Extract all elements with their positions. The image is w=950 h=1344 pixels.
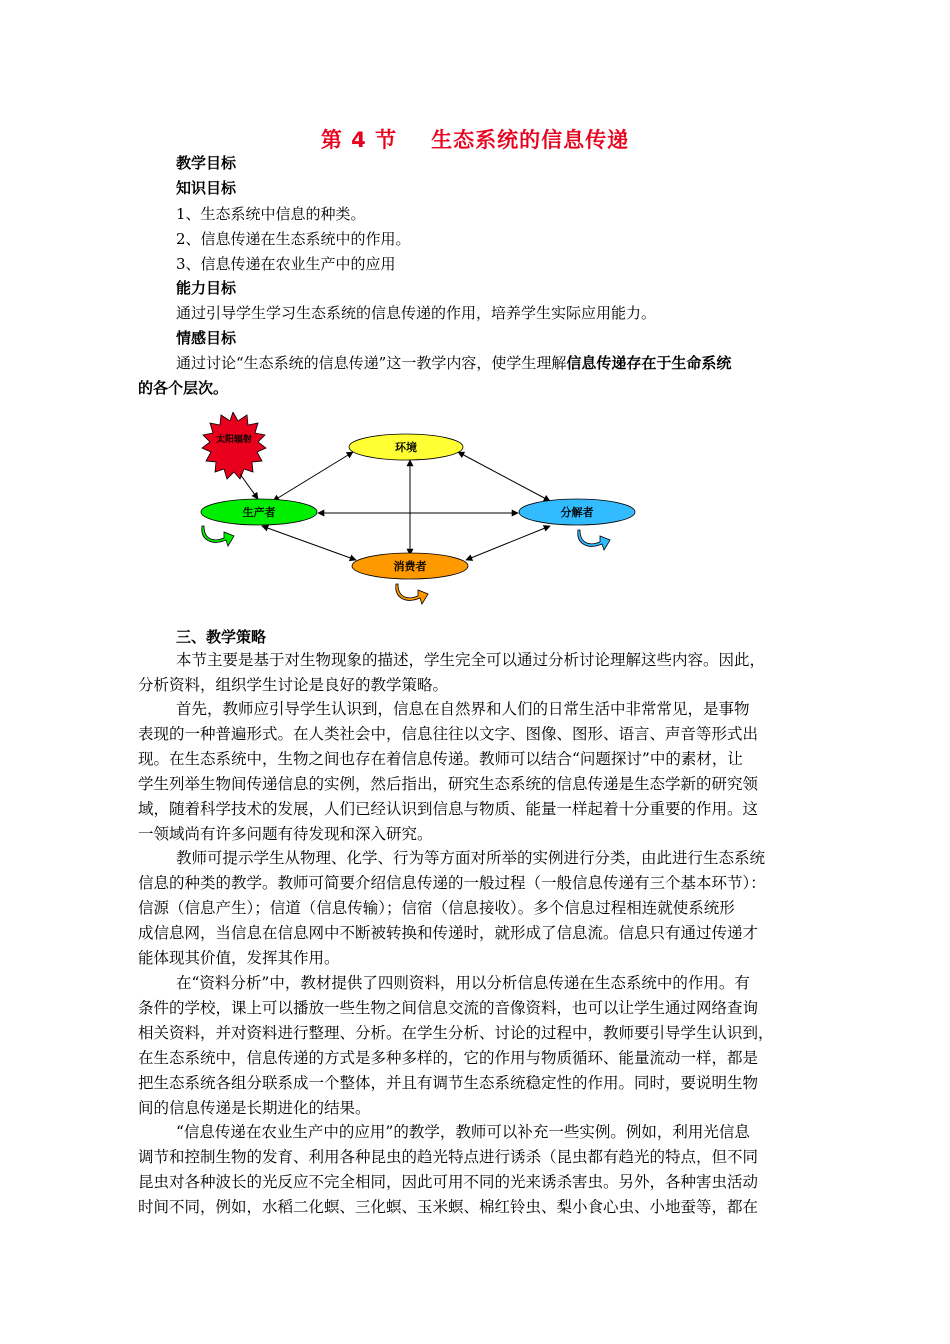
section-name: 生态系统的信息传递 <box>431 128 630 152</box>
knowledge-item: 1、生态系统中信息的种类。 <box>176 205 366 223</box>
paragraph: 在“资料分析”中，教材提供了四则资料，用以分析信息传递在生态系统中的作用。有 条件的学校，课上可以播放一些生物之间信息交流的音像资料，也可以让学生通过网络查询 相关资料，并对资料进行整理、分析。在学生分析、讨论的过程中，教师要引导学生认识到， 在生态系统中，信息传递的方式是多种多样的，它的作用与物质循环、能量流动一样，都是 把生态系统各组分联系成一个整体，并且有调节生态系统稳定性的作用。同时，要说明生物 间的信息传递是长期进化的结果。 <box>138 974 774 1117</box>
arrow-producer-environment <box>273 452 353 501</box>
environment-label: 环境 <box>395 441 417 454</box>
decomposer-label: 分解者 <box>560 506 594 519</box>
emotion-bold: 信息传递存在于生命系统 <box>566 354 732 372</box>
section-number: 第 4 节 <box>320 128 398 152</box>
sun-icon <box>202 412 266 479</box>
knowledge-heading: 知识目标 <box>176 179 237 197</box>
sun-label: 太阳辐射 <box>215 435 253 445</box>
paragraph: 教师可提示学生从物理、化学、行为等方面对所举的实例进行分类，由此进行生态系统 信息的种类的教学。教师可简要介绍信息传递的一般过程（一般信息传递有三个基本环节）： 信源（信息产生）；信道（信息传输）；信宿（信息接收）。多个信息过程相连就使系统形 成信息网，当信息在信息网中不断被转换和传递时，就形成了信息流。信息只有通过传递才 能体现其价值，发挥其作用。 <box>138 849 766 967</box>
knowledge-item: 3、信息传递在农业生产中的应用 <box>176 255 396 273</box>
arrow-producer-consumer <box>262 526 356 560</box>
producer-label: 生产者 <box>242 506 276 519</box>
producer-node <box>201 499 317 525</box>
producer-cycle-icon <box>202 526 234 546</box>
environment-node <box>349 434 463 460</box>
decomposer-node <box>519 499 635 525</box>
ability-text: 通过引导学生学习生态系统的信息传递的作用，培养学生实际应用能力。 <box>176 304 657 322</box>
objectives-heading: 教学目标 <box>176 154 237 172</box>
consumer-node <box>352 553 468 579</box>
consumer-label: 消费者 <box>393 560 427 573</box>
knowledge-item: 2、信息传递在生态系统中的作用。 <box>176 230 411 248</box>
strategy-heading: 三、教学策略 <box>176 628 267 646</box>
arrow-environment-decomposer <box>458 452 550 501</box>
ability-heading: 能力目标 <box>176 279 237 297</box>
arrow-sun-producer <box>240 474 258 499</box>
info-flow-diagram <box>190 412 650 612</box>
emotion-text: 通过讨论“生态系统的信息传递”这一教学内容，使学生理解信息传递存在于生命系统 <box>176 354 732 372</box>
consumer-cycle-icon <box>396 584 428 604</box>
paragraph: 本节主要是基于对生物现象的描述，学生完全可以通过分析讨论理解这些内容。因此， 分析资料，组织学生讨论是良好的教学策略。 <box>138 651 766 694</box>
arrow-consumer-decomposer <box>466 526 550 560</box>
paragraph: 首先，教师应引导学生认识到，信息在自然界和人们的日常生活中非常常见，是事物 表现的一种普遍形式。在人类社会中，信息往往以文字、图像、图形、语言、声音等形式出 现。在生态系统中，生物之间也存在着信息传递。教师可以结合“问题探讨”中的素材，让 学生列举生物间传递信息的实例，然后指出，研究生态系统的信息传递是生态学新的研究领 域，随着科学技术的发展，人们已经认识到信息与物质、能量一样起着十分重要的作用。这 一领域尚有许多问题有待发现和深入研究。 <box>138 700 759 843</box>
section-title <box>0 124 950 154</box>
decomposer-cycle-icon <box>578 530 610 550</box>
paragraph: “信息传递在农业生产中的应用”的教学，教师可以补充一些实例。例如，利用光信息 调节和控制生物的发育、利用各种昆虫的趋光特点进行诱杀（昆虫都有趋光的特点，但不同 昆虫对各种波长的光反应不完全相同，因此可用不同的光来诱杀害虫。另外，各种害虫活动 时间不同，例如，水稻二化螟、三化螟、玉米螟、棉红铃虫、梨小食心虫、小地蚕等，都在 <box>138 1123 759 1216</box>
emotion-heading: 情感目标 <box>176 329 237 347</box>
emotion-bold-continued: 的各个层次。 <box>138 379 229 397</box>
